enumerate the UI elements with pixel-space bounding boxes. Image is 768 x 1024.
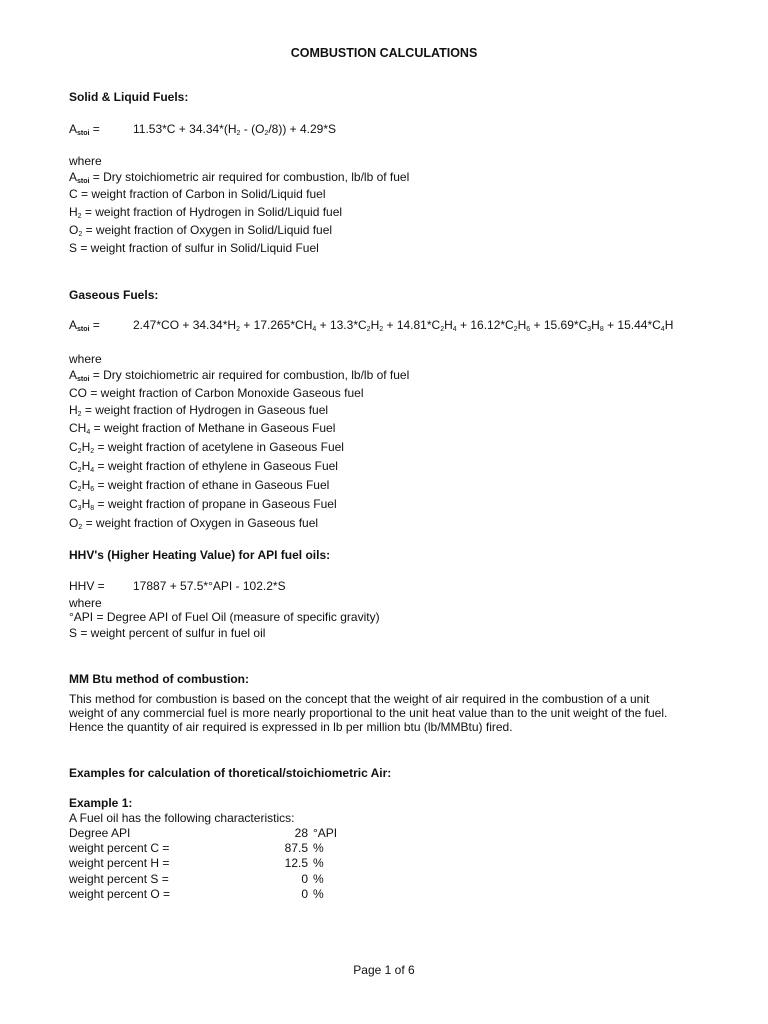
gas-def-a: $A_{stoi}$ = Dry stoichiometric air required for combustion, lb/lb of fuel bbox=[69, 368, 410, 383]
gas-def-co: CO = weight fraction of Carbon Monoxide Gaseous fuel bbox=[69, 386, 364, 400]
page-number-footer: Page 1 of 6 bbox=[353, 963, 415, 977]
gas-formula: $2.47*CO + 34.34*H_2 + 17.265*CH_4 + 13.3*C_2H_2 + 14.81*C_2H_4 + 16.12*C_2H_6 + 15.69*C_3H_8 + 15.44*C_4H$ bbox=[133, 318, 674, 333]
hhv-where: where bbox=[69, 596, 102, 610]
solid-where: where bbox=[69, 154, 102, 168]
row-value: 0 bbox=[301, 872, 308, 886]
row-label: weight percent C = bbox=[69, 841, 170, 855]
row-unit: % bbox=[313, 887, 324, 901]
gas-def-ch4: $CH_4$ = weight fraction of Methane in Gaseous Fuel bbox=[69, 421, 336, 436]
mmbtu-line-2: weight of any commercial fuel is more nearly proportional to the unit heat value than to the unit weight of the fuel. bbox=[69, 706, 668, 720]
row-label: weight percent H = bbox=[69, 856, 170, 870]
hhv-heading: HHV's (Higher Heating Value) for API fuel oils: bbox=[69, 548, 331, 562]
hhv-def-api: °API = Degree API of Fuel Oil (measure of specific gravity) bbox=[69, 610, 380, 624]
examples-heading: Examples for calculation of thoretical/stoichiometric Air: bbox=[69, 766, 392, 780]
solid-liquid-heading: Solid & Liquid Fuels: bbox=[69, 90, 189, 104]
row-label: weight percent O = bbox=[69, 887, 171, 901]
solid-def-h: $H_2$ = weight fraction of Hydrogen in Solid/Liquid fuel bbox=[69, 205, 343, 220]
row-label: weight percent S = bbox=[69, 872, 169, 886]
mmbtu-paragraph bbox=[69, 692, 709, 734]
hhv-def-s: S = weight percent of sulfur in fuel oil bbox=[69, 626, 266, 640]
solid-def-c: C = weight fraction of Carbon in Solid/Liquid fuel bbox=[69, 187, 326, 201]
gaseous-heading: Gaseous Fuels: bbox=[69, 288, 159, 302]
page-title: COMBUSTION CALCULATIONS bbox=[290, 46, 478, 60]
hhv-label: HHV = bbox=[69, 579, 105, 593]
solid-formula: $11.53*C + 34.34*(H_2 - (O_2/8)) + 4.29*S$ bbox=[133, 122, 337, 137]
row-value: 12.5 bbox=[284, 856, 308, 870]
row-value: 0 bbox=[301, 887, 308, 901]
row-unit: % bbox=[313, 856, 324, 870]
solid-def-s: S = weight fraction of sulfur in Solid/Liquid Fuel bbox=[69, 241, 319, 255]
row-value: 87.5 bbox=[284, 841, 308, 855]
gas-formula-label: $A_{stoi}$ = bbox=[69, 318, 100, 333]
example-1-intro: A Fuel oil has the following characteristics: bbox=[69, 811, 295, 825]
mmbtu-line-1: This method for combustion is based on the concept that the weight of air required in the combustion of a unit bbox=[69, 692, 650, 706]
gas-where: where bbox=[69, 352, 102, 366]
row-unit: °API bbox=[313, 826, 338, 840]
solid-def-a: $A_{stoi}$ = Dry stoichiometric air required for combustion, lb/lb of fuel bbox=[69, 170, 410, 185]
row-value: 28 bbox=[294, 826, 308, 840]
hhv-formula: 17887 + 57.5*°API - 102.2*S bbox=[133, 579, 286, 593]
row-label: Degree API bbox=[69, 826, 131, 840]
gas-def-o2: $O_2$ = weight fraction of Oxygen in Gaseous fuel bbox=[69, 516, 319, 531]
gas-def-c3h8: $C_3H_8$ = weight fraction of propane in Gaseous Fuel bbox=[69, 497, 337, 512]
row-unit: % bbox=[313, 872, 324, 886]
mmbtu-heading: MM Btu method of combustion: bbox=[69, 672, 249, 686]
example-1-heading: Example 1: bbox=[69, 796, 133, 810]
solid-def-o: $O_2$ = weight fraction of Oxygen in Solid/Liquid fuel bbox=[69, 223, 333, 238]
gas-def-c2h4: $C_2H_4$ = weight fraction of ethylene in Gaseous Fuel bbox=[69, 459, 338, 474]
solid-formula-label: $A_{stoi}$ = bbox=[69, 122, 100, 137]
row-unit: % bbox=[313, 841, 324, 855]
gas-def-c2h6: $C_2H_6$ = weight fraction of ethane in Gaseous Fuel bbox=[69, 478, 330, 493]
mmbtu-line-3: Hence the quantity of air required is expressed in lb per million btu (lb/MMBtu) fired. bbox=[69, 720, 513, 734]
gas-def-c2h2: $C_2H_2$ = weight fraction of acetylene in Gaseous Fuel bbox=[69, 440, 344, 455]
gas-def-h2: $H_2$ = weight fraction of Hydrogen in Gaseous fuel bbox=[69, 403, 329, 418]
